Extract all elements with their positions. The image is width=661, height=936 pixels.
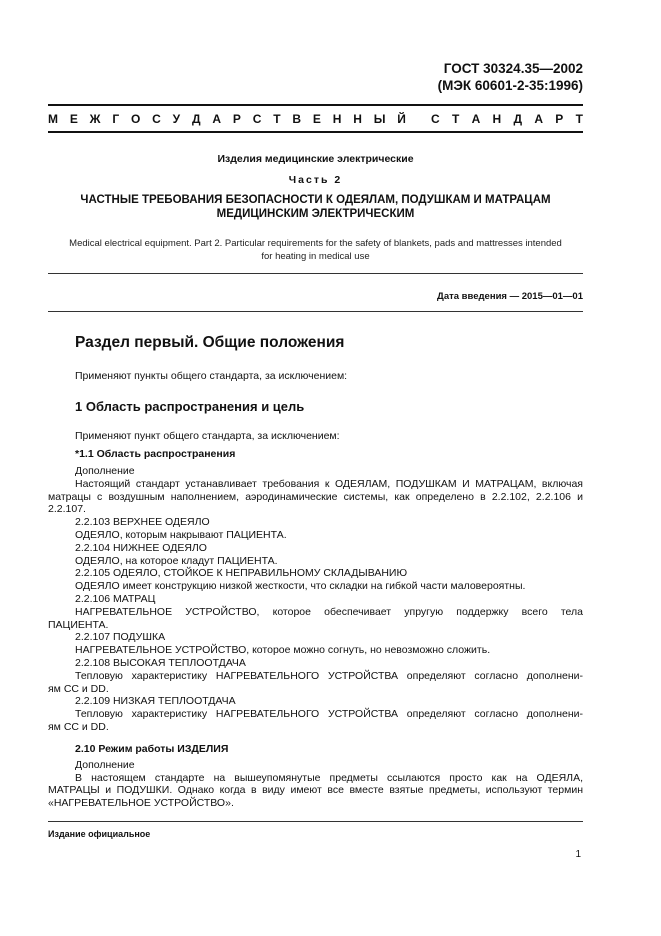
banner-bottom-rule [48,131,583,133]
clause-1-title: 1 Область распространения и цель [75,399,305,414]
banner-letter: Н [353,112,362,126]
english-title-line2: for heating in medical use [261,251,370,262]
definition-text: НАГРЕВАТЕЛЬНОЕ УСТРОЙСТВО, которое можно согнуть, но невозможно сложить. [75,644,491,657]
interstate-standard-banner [48,112,583,126]
official-edition-note: Издание официальное [48,829,151,839]
scope-para-line3: 2.2.107. [48,503,86,516]
definition-term: 2.2.104 НИЖНЕЕ ОДЕЯЛО [75,541,207,554]
banner-letter: Е [312,112,321,126]
banner-letter: Т [575,112,583,126]
banner-letter: Р [555,112,564,126]
clause-2-10-title: 2.10 Режим работы ИЗДЕЛИЯ [75,743,229,755]
definition-term: 2.2.109 НИЗКАЯ ТЕПЛООТДАЧА [75,695,236,708]
clause-2-10-line2: МАТРАЦЫ и ПОДУШКИ. Однако когда в виду имеют все вместе взятые предметы, используют термин [48,784,583,797]
definition-text: Тепловую характеристику НАГРЕВАТЕЛЬНОГО УСТРОЙСТВА определяют согласно дополнени- [75,669,583,682]
banner-letter: Р [232,112,241,126]
banner-letter: Ж [89,112,101,126]
standard-code-line1: ГОСТ 30324.35—2002 [443,61,583,76]
part-label: Часть 2 [288,174,343,186]
definition-term: 2.2.107 ПОДУШКА [75,631,166,644]
standard-code-line2: (МЭК 60601-2-35:1996) [437,78,583,93]
definition-text: ям СС и DD. [48,720,109,733]
clause-1-intro: Применяют пункт общего стандарта, за исключением: [75,430,340,442]
definition-text: НАГРЕВАТЕЛЬНОЕ УСТРОЙСТВО, которое обеспечивает упругую поддержку всего тела [75,605,583,618]
date-separator [48,311,583,312]
main-title-line1: ЧАСТНЫЕ ТРЕБОВАНИЯ БЕЗОПАСНОСТИ К ОДЕЯЛАМ, ПОДУШКАМ И МАТРАЦАМ [80,194,551,206]
section-title: Раздел первый. Общие положения [75,334,345,351]
definition-term: 2.2.105 ОДЕЯЛО, СТОЙКОЕ К НЕПРАВИЛЬНОМУ СКЛАДЫВАНИЮ [75,567,408,580]
banner-letter: А [212,112,222,126]
definition-text: Тепловую характеристику НАГРЕВАТЕЛЬНОГО УСТРОЙСТВА определяют согласно дополнени- [75,708,583,721]
document-subtitle: Изделия медицинские электрические [217,153,414,165]
banner-letter: Г [112,112,120,126]
banner-top-rule [48,104,583,106]
scope-para-line2: матрацы с воздушным наполнением, аэродинамические системы, как определено в 2.2.102, 2.2.106 и [48,490,583,503]
banner-letter: М [48,112,58,126]
clause-1-1-body [48,465,583,734]
document-main-title [48,193,583,221]
banner-letter: А [534,112,543,126]
banner-letter: Н [332,112,342,126]
definition-term: 2.2.108 ВЫСОКАЯ ТЕПЛООТДАЧА [75,656,246,669]
addition-label: Дополнение [75,465,135,477]
banner-letter: У [172,112,181,126]
banner-letter: Д [191,112,201,126]
banner-letter: Д [513,112,523,126]
scope-para-line1: Настоящий стандарт устанавливает требования к ОДЕЯЛАМ, ПОДУШКАМ И МАТРАЦАМ, включая [75,477,583,490]
clause-1-1-title: *1.1 Область распространения [75,448,236,460]
banner-letter: Т [273,112,281,126]
banner-letter: О [131,112,141,126]
banner-letter: Е [69,112,78,126]
definition-text: ОДЕЯЛО, на которое кладут ПАЦИЕНТА. [75,554,278,567]
title-separator [48,273,583,274]
definitions-list [48,516,583,734]
definition-term: 2.2.106 МАТРАЦ [75,592,156,605]
english-title-line1: Medical electrical equipment. Part 2. Particular requirements for the safety of blankets, pads and mattresses intended [69,238,562,249]
page-number: 1 [575,849,581,860]
banner-letter: С [431,112,440,126]
standard-code [438,60,583,94]
definition-text: ОДЕЯЛО, которым накрывают ПАЦИЕНТА. [75,528,287,541]
section-intro: Применяют пункты общего стандарта, за исключением: [75,370,348,382]
banner-letter: В [292,112,302,126]
banner-letter: Ы [373,112,386,126]
banner-word-1 [48,112,406,126]
definition-text: ПАЦИЕНТА. [48,618,109,631]
banner-letter: Т [451,112,460,126]
banner-word-2 [431,112,583,126]
clause-2-10 [48,743,583,810]
english-title [48,237,583,263]
definition-text: ОДЕЯЛО имеет конструкцию низкой жесткости, что складки на гибкой части маловероятны. [75,580,526,593]
banner-letter: С [152,112,161,126]
banner-letter: Й [397,112,406,126]
clause-2-10-line3: «НАГРЕВАТЕЛЬНОЕ УСТРОЙСТВО». [48,797,234,810]
clause-2-10-line1: В настоящем стандарте на вышеупомянутые предметы ссылаются просто как на ОДЕЯЛА, [75,771,583,784]
banner-letter: А [471,112,481,126]
definition-text: ям СС и DD. [48,682,109,695]
clause-2-10-addition: Дополнение [75,758,135,771]
banner-letter: С [252,112,262,126]
definition-term: 2.2.103 ВЕРХНЕЕ ОДЕЯЛО [75,516,210,529]
introduction-date: Дата введения — 2015—01—01 [437,291,583,302]
banner-letter: Н [492,112,502,126]
footer-rule [48,821,583,822]
main-title-line2: МЕДИЦИНСКИМ ЭЛЕКТРИЧЕСКИМ [216,208,415,220]
